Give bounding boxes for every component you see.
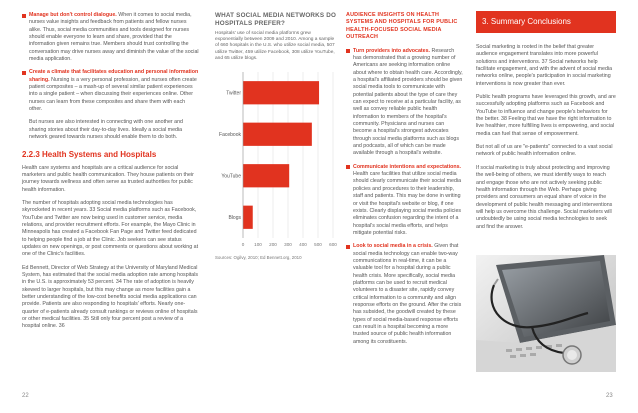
bullet-crisis	[346, 243, 464, 346]
paragraph: Health care systems and hospitals are a critical audience for social marketers and public health communication. They house patients on their journey towards wellness and often serve as trusted authorities for public health information.	[22, 164, 194, 193]
chart-source: Sources: Ogilvy, 2010; Ed Bennett.org, 2010	[215, 255, 302, 261]
bar-blogs	[243, 206, 253, 229]
x-tick-label: 200	[269, 242, 277, 248]
bar-youtube	[243, 164, 289, 187]
chart-title: WHAT SOCIAL MEDIA NETWORKS DO HOSPITALS PREFER?	[215, 12, 337, 27]
bullet-square-icon	[346, 245, 350, 249]
chart-subtitle: Hospitals' use of social media platforms grew exponentially between 2009 and 2010. Among a sample of 660 hospitals in the U.S. who utilize social media, 507 utilize Twitter, 459 utilize Facebook, 308 utilize YouTube, and 65 utilize blogs.	[215, 31, 335, 61]
x-tick-label: 600	[329, 242, 337, 248]
summary-column	[476, 44, 616, 237]
paragraph: Ed Bennett, Director of Web Strategy at the University of Maryland Medical System, has estimated that the social media adoption rate among hospitals in the U.S. is approximately 53 percent. 34 The rate of adoption is heavily skewed to larger hospitals, but this may change as more facilities gain a better understanding of the low-cost benefits social media applications can provide. Patients are also responding to hospitals' efforts. Nearly one-quarter of e-patients already consult rankings or reviews online of hospitals or other medical facilities. 35 Still only four percent post a review of a hospital online. 36	[22, 264, 199, 330]
bullet-communicate	[346, 164, 464, 237]
page-number-right: 23	[606, 393, 613, 399]
paragraph: The number of hospitals adopting social media technologies has skyrocketed in recent years. 33 Social media platforms such as Facebook, YouTube and Twitter are now being used in customer service, media relations, and provider recruitment efforts. For example, the Mayo Clinic in Minneapolis has created a Facebook Fan Page and Twitter feed dedicated to helping people find a job at the Clinic. Job seekers can see status updates on new openings, or post comments or questions about working at one of the Clinic's facilities.	[22, 199, 199, 258]
x-tick-label: 300	[284, 242, 292, 248]
stethoscope-laptop-photo	[476, 255, 616, 372]
x-tick-label: 500	[314, 242, 322, 248]
paragraph: If social marketing is truly about protecting and improving the well-being of others, we must identify ways to reach and engage those who are not actively seeking public health information through the Web. Perhaps giving providers and consumers an equal share of voice in the development of public health messaging and interventions will help us overcome this challenge. Social marketers will undoubtedly be using social media technologies to seek and find the answer.	[476, 164, 613, 230]
paragraph: But nurses are also interested in connecting with one another and sharing stories about their day-to-day lives. Ideally a social media network geared towards nurses should enable them to do both.	[29, 119, 184, 141]
bullet-heading: Communicate intentions and expectations.	[353, 163, 462, 170]
left-text-column	[22, 12, 199, 337]
section-heading: 2.2.3 Health Systems and Hospitals	[22, 149, 157, 159]
bullet-text: Nursing is a very personal profession, and nurses often create patient composites – a mash-up of several similar patient experiences into a single patient – when discussing their experiences online. Other nurses can learn from these composites and share them with each other.	[29, 76, 197, 113]
paragraph: But not all of us are "e-patients" connected to a vast social network of public health information online.	[476, 144, 613, 158]
x-tick-label: 400	[299, 242, 307, 248]
bullet-manage-dialogue	[22, 12, 199, 63]
bar-facebook	[243, 123, 312, 146]
bar-twitter	[243, 81, 319, 104]
bullet-text: Research has demonstrated that a growing number of Americans are seeking information online about where to obtain health care. Accordingly, a hospital's affiliated providers should be given social media tools to communicate with potential patients about the type of care they can expect to receive at a particular facility, as well as convey reliable public health information to members of the hospital's community. Physicians and nurses can become a hospital's strongest advocates through social media platforms such as blogs and podcasts, all of which can be made available through a hospital's website.	[353, 47, 463, 157]
category-label: Blogs	[228, 215, 241, 222]
paragraph: Public health programs have leveraged this growth, and are successfully adopting platforms such as Facebook and YouTube to influence and change people's behaviors for the better. 38 Feeling that we have the right information to live healthier, more fulfilling lives is empowering, and social media can fuel that sense of empowerment.	[476, 94, 616, 137]
category-label: YouTube	[221, 173, 241, 180]
paragraph: Social marketing is rooted in the belief that greater audience engagement translates into more powerful solutions and interventions. 37 Social networks help facilitate engagement, and with the advent of social media networks online, people's participation in social marketing interventions is now greater than ever.	[476, 44, 613, 87]
bullet-heading: Manage but don't control dialogue.	[29, 12, 117, 18]
bar-chart	[215, 66, 338, 254]
bullet-create-climate	[22, 69, 199, 113]
bullet-square-icon	[346, 49, 350, 53]
bullet-square-icon	[22, 71, 26, 75]
bullet-text: When it comes to social media, nurses value insights and feedback from patients and fellow nurses alike. Thus, social media communities and tools designed for nurses should enable everyone to learn and share, provided that the information given remains true. Members should trust controlling the conversation may drive nurses away and diminish the value of the social media application.	[29, 12, 199, 63]
bullet-heading: Look to social media in a crisis.	[353, 243, 433, 250]
bullet-text: Health care facilities that utilize social media should clearly communicate their social media policies and procedures to their leadership, staff and patients. This may be done in writing or visit the hospital's website or blog, if one exists. Clearly displaying social media policies eliminates confusion regarding the intent of a hospital's social media efforts, and helps mitigate potential risks.	[353, 171, 462, 236]
bullet-turn-providers	[346, 48, 464, 158]
x-tick-label: 100	[254, 242, 262, 248]
chart-column	[215, 12, 338, 261]
audience-insights-column	[346, 12, 464, 352]
column-heading: AUDIENCE INSIGHTS ON HEALTH SYSTEMS AND HOSPITALS FOR PUBLIC HEALTH-FOCUSED SOCIAL MEDIA OUTREACH	[346, 12, 458, 41]
bullet-text: Given that social media technology can enable two-way communications in real-time, it can be a valuable tool for a hospital during a public health crisis. More specifically, social media platforms can be used to recruit medical volunteers to a disaster site, rapidly convey critical information to a community and align response efforts on the ground. After the crisis has subsided, the goodwill created by these types of social media-based response efforts can result in a hospital becoming a more trusted source of public health information among its constituents.	[353, 243, 462, 345]
summary-banner: 3. Summary Conclusions	[476, 11, 616, 33]
page-number-left: 22	[22, 393, 29, 399]
bullet-heading: Create a climate that facilitates education and personal information sharing.	[29, 69, 199, 83]
category-label: Facebook	[219, 132, 241, 139]
category-label: Twitter	[226, 90, 241, 97]
bullet-heading: Turn providers into advocates.	[353, 47, 431, 54]
bullet-square-icon	[22, 14, 26, 18]
x-tick-label: 0	[241, 242, 245, 248]
bullet-square-icon	[346, 165, 350, 169]
